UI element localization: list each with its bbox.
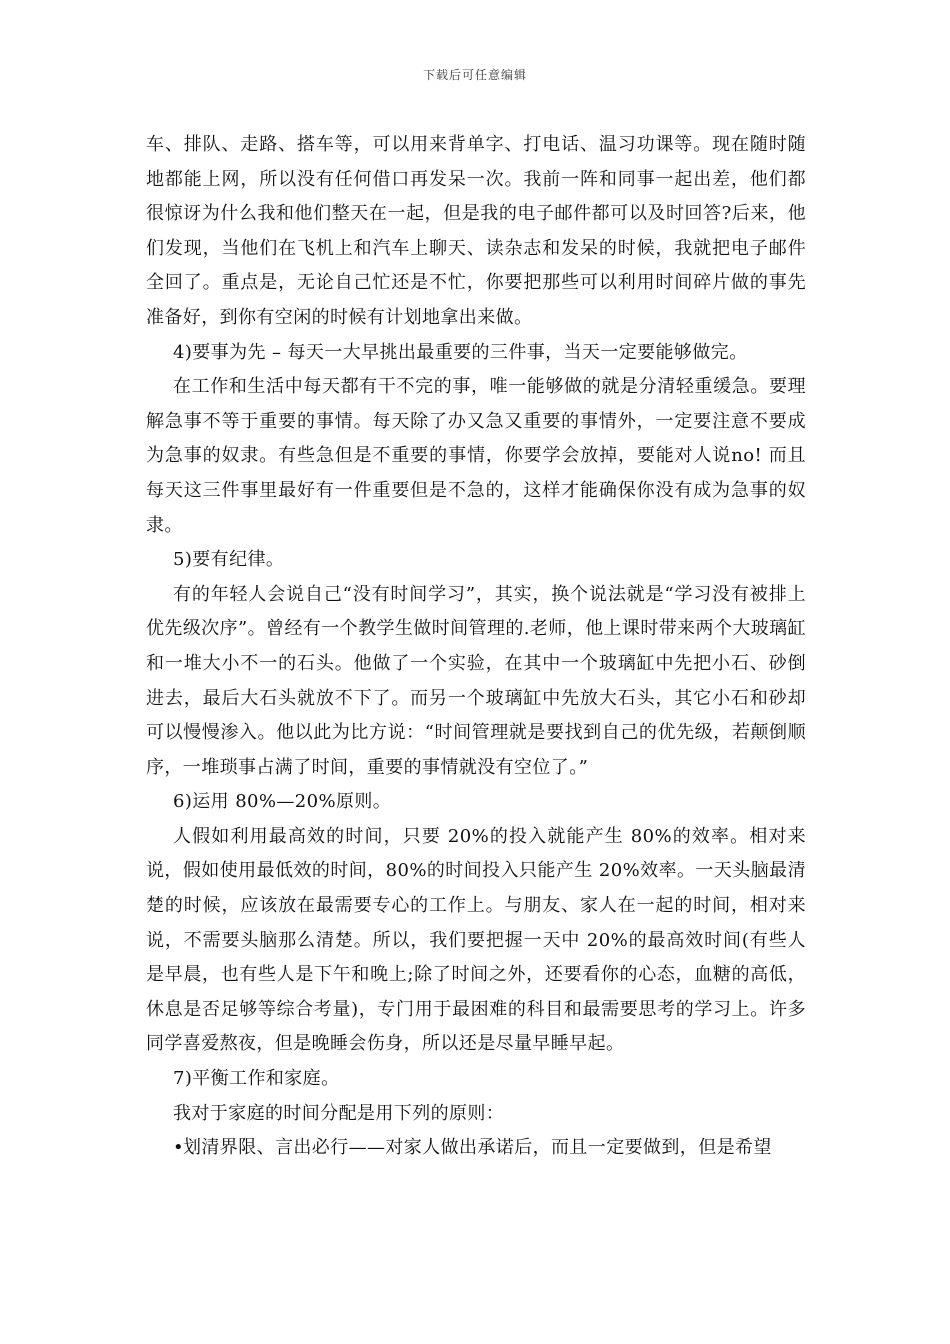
bullet-list-item	[146, 1131, 806, 1166]
paragraph-family-principles: 我对于家庭的时间分配是用下列的原则：	[173, 1102, 505, 1124]
page-header: 下载后可任意编辑	[422, 68, 527, 82]
paragraph-80-20-rule: 人假如利用最高效的时间，只要 20%的投入就能产生 80%的效率。相对来说，假如使用最低效的时间，80%的时间投入只能产生 20%效率。一天头脑最清楚的时候，应该放在最需要专心的工作上。与朋友、家人在一起的时间，相对来说，不需要头脑那么清楚。所以，我们要把握一天中 20%的最高效时间(有些人是早晨，也有些人是下午和晚上;除了时间之外，还要看你的心态，血糖的高低，休息是否足够等综合考量)，专门用于最困难的科目和最需要思考的学习上。许多同学喜爱熬夜，但是晚睡会伤身，所以还是尽量早睡早起。	[146, 825, 806, 1055]
document-body	[146, 128, 806, 1166]
heading-80-20-rule: 6)运用 80%—20%原则。	[173, 791, 392, 813]
bullet-icon: •	[173, 1137, 185, 1159]
paragraph-urgent-vs-important: 在工作和生活中每天都有干不完的事，唯一能够做的就是分清轻重缓急。要理解急事不等于重要的事情。每天除了办又急又重要的事情外，一定要注意不要成为急事的奴隶。有些急但是不重要的事情，你要学会放掉，要能对人说no! 而且每天这三件事里最好有一件重要但是不急的，这样才能确保你没有成为急事的奴隶。	[146, 376, 806, 536]
paragraph-time-fragments: 车、排队、走路、搭车等，可以用来背单字、打电话、温习功课等。现在随时随地都能上网，所以没有任何借口再发呆一次。我前一阵和同事一起出差，他们都很惊讶为什么我和他们整天在一起，但是我的电子邮件都可以及时回答?后来，他们发现，当他们在飞机上和汽车上聊天、读杂志和发呆的时候，我就把电子邮件全回了。重点是，无论自己忙还是不忙，你要把那些可以利用时间碎片做的事先准备好，到你有空闲的时候有计划地拿出来做。	[146, 134, 806, 328]
paragraph-big-rocks: 有的年轻人会说自己“没有时间学习”，其实，换个说法就是“学习没有被排上优先级次序”。曾经有一个教学生做时间管理的.老师，他上课时带来两个大玻璃缸和一堆大小不一的石头。他做了一个实验，在其中一个玻璃缸中先把小石、砂倒进去，最后大石头就放不下了。而另一个玻璃缸中先放大石头，其它小石和砂却可以慢慢渗入。他以此为比方说：“时间管理就是要找到自己的优先级，若颠倒顺序，一堆琐事占满了时间，重要的事情就没有空位了。”	[146, 583, 806, 778]
bullet-item-text: 划清界限、言出必行——对家人做出承诺后，而且一定要做到，但是希望	[183, 1137, 772, 1159]
heading-discipline: 5)要有纪律。	[173, 549, 285, 571]
heading-work-family-balance: 7)平衡工作和家庭。	[173, 1068, 340, 1090]
heading-priorities-first: 4)要事为先 – 每天一大早挑出最重要的三件事，当天一定要能够做完。	[173, 341, 748, 363]
